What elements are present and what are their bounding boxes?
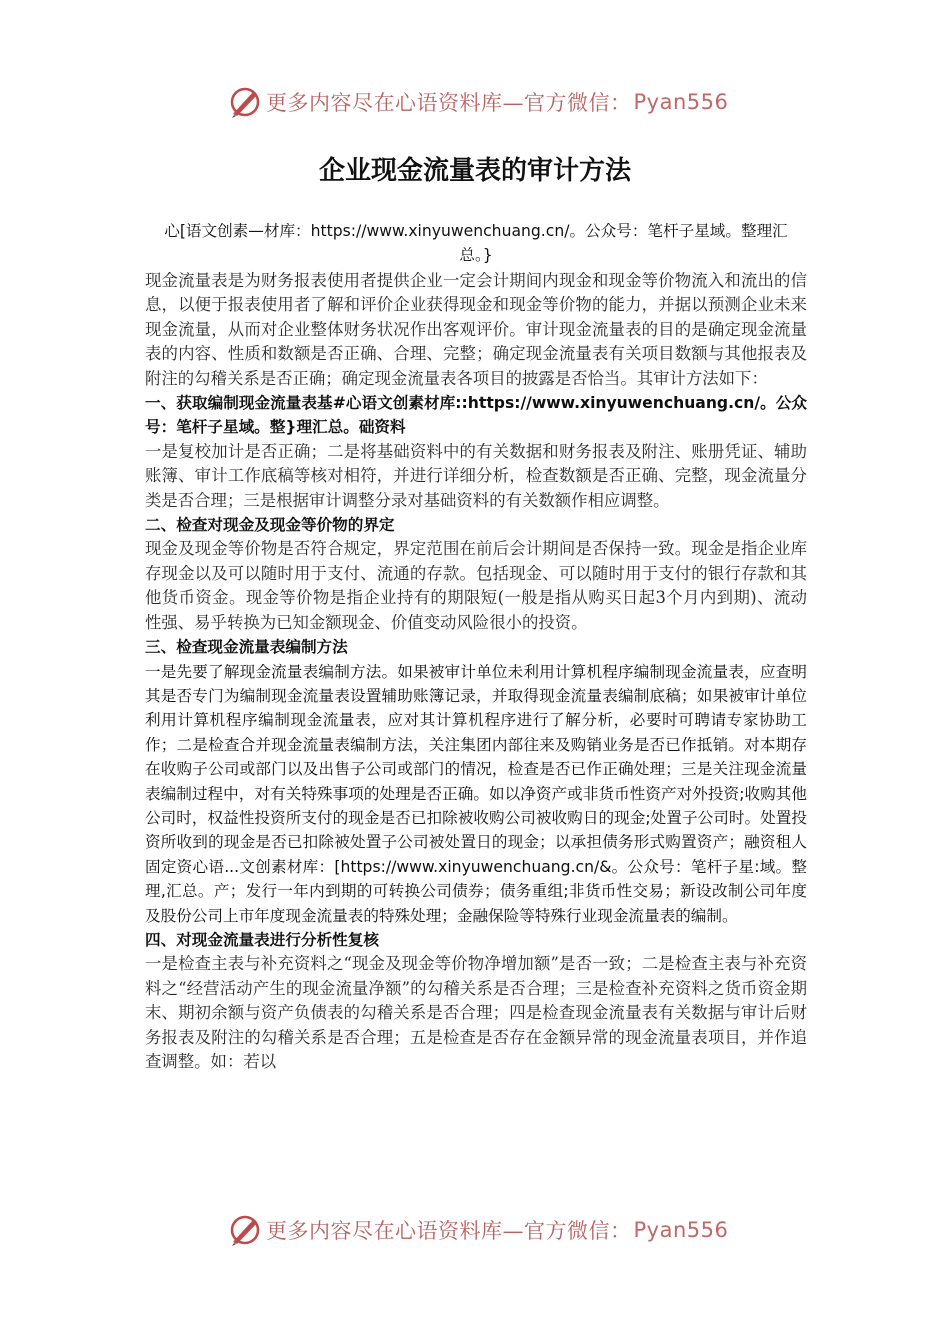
page-title: 企业现金流量表的审计方法	[318, 156, 631, 186]
banner-text: 更多内容尽在心语资料库—官方微信：	[266, 1219, 632, 1243]
intro-paragraph: 现金流量表是为财务报表使用者提供企业一定会计期间内现金和现金等价物流入和流出的信息，以便于报表使用者了解和评价企业获得现金和现金等价物的能力，并据以预测企业未来现金流量，从而对企业整体财务状况作出客观评价。审计现金流量表的目的是确定现金流量表的内容、性质和数额是否正确、合理、完整；确定现金流量表有关项目数额与其他报表及附注的勾稽关系是否正确；确定现金流量表各项目的披露是否恰当。其审计方法如下：	[145, 271, 807, 388]
section-4-heading: 四、对现金流量表进行分析性复核	[145, 930, 379, 949]
pen-logo-icon	[228, 85, 262, 119]
banner-text: 更多内容尽在心语资料库—官方微信：	[266, 91, 632, 115]
section-2-body: 现金及现金等价物是否符合规定，界定范围在前后会计期间是否保持一致。现金是指企业库存现金以及可以随时用于支付、流通的存款。包括现金、可以随时用于支付的银行存款和其他货币资金。现金等价物是指企业持有的期限短(一般是指从购买日起3个月内到期)、流动性强、易乎转换为已知金额现金、价值变动风险很小的投资。	[145, 539, 807, 632]
pen-logo-icon	[228, 1213, 262, 1247]
section-1-heading: 一、获取编制现金流量表基#心语文创素材库::https://www.xinyuwenchuang.cn/。公众号：笔杆子星域。整}理汇总。础资料	[145, 394, 807, 437]
source-line: 心[语文创素—材库：https://www.xinyuwenchuang.cn/。公众号：笔杆子星域。整理汇总。}	[164, 222, 788, 264]
document-body	[145, 219, 807, 1074]
section-1-body: 一是复校加计是否正确；二是将基础资料中的有关数据和财务报表及附注、账册凭证、辅助账簿、审计工作底稿等核对相符，并进行详细分析，检查数额是否正确、完整，现金流量分类是否合理；三是根据审计调整分录对基础资料的有关数额作相应调整。	[145, 441, 807, 510]
banner-wechat-id: Pyan556	[633, 1218, 729, 1242]
section-3-body: 一是先要了解现金流量表编制方法。如果被审计单位未利用计算机程序编制现金流量表，应查明其是否专门为编制现金流量表设置辅助账簿记录，并取得现金流量表编制底稿；如果被审计单位利用计算机程序编制现金流量表，应对其计算机程序进行了解分析，必要时可聘请专家协助工作；二是检查合并现金流量表编制方法，关注集团内部往来及购销业务是否已作抵销。对本期存在收购子公司或部门以及出售子公司或部门的情况，检查是否已作正确处理；三是关注现金流量表编制过程中，对有关特殊事项的处理是否正确。如以净资产或非货币性资产对外投资;收购其他公司时，权益性投资所支付的现金是否已扣除被收购公司被收购日的现金;处置子公司时。处置投资所收到的现金是否已扣除被处置子公司被处置日的现金；以承担债务形式购置资产；融资租人固定资心语...文创素材库：[https://www.xinyuwenchuang.cn/&。公众号：笔杆子星:域。整理,汇总。产；发行一年内到期的可转换公司债券；债务重组;非货币性交易；新设改制公司年度及股份公司上市年度现金流量表的特殊处理；金融保险等特殊行业现金流量表的编制。	[145, 662, 807, 925]
banner-wechat-id: Pyan556	[633, 90, 729, 114]
section-2-heading: 二、检查对现金及现金等价物的界定	[145, 516, 395, 535]
section-3-heading: 三、检查现金流量表编制方法	[145, 638, 348, 657]
section-4-body: 一是检查主表与补充资料之“现金及现金等价物净增加额”是否一致；二是检查主表与补充资料之“经营活动产生的现金流量净额”的勾稽关系是否合理；三是检查补充资料之货币资金期末、期初余额与资产负债表的勾稽关系是否合理；四是检查现金流量表有关数据与审计后财务报表及附注的勾稽关系是否合理；五是检查是否存在金额异常的现金流量表项目，并作追查调整。如：若以	[145, 954, 807, 1071]
top-banner	[228, 82, 748, 122]
bottom-banner	[228, 1210, 748, 1250]
